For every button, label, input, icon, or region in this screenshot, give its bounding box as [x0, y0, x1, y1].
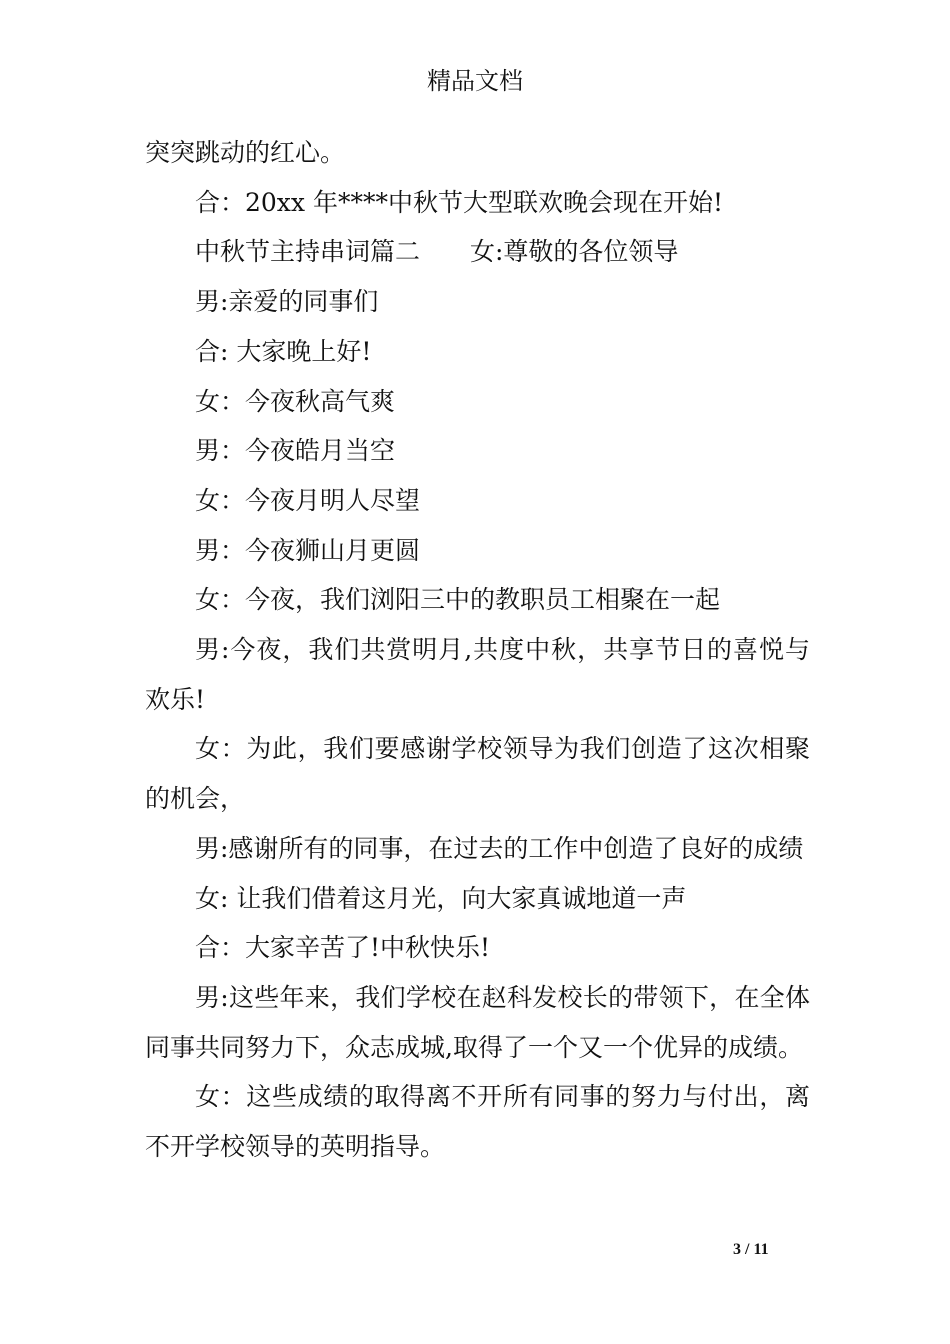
paragraph: 女：为此，我们要感谢学校领导为我们创造了这次相聚的机会， [145, 734, 810, 814]
page-number: 3 / 11 [733, 1241, 769, 1258]
paragraph: 突突跳动的红心。 [145, 138, 346, 167]
paragraph: 女：今夜，我们浏阳三中的教职员工相聚在一起 [195, 585, 721, 615]
paragraph: 女: 让我们借着这月光，向大家真诚地道一声 [195, 883, 687, 913]
paragraph: 男：今夜狮山月更圆 [195, 535, 421, 565]
paragraph: 合：20xx 年****中秋节大型联欢晚会现在开始! [195, 187, 724, 217]
paragraph: 女：今夜秋高气爽 [195, 386, 396, 416]
document-body [145, 128, 810, 1172]
paragraph: 合：大家辛苦了!中秋快乐! [195, 933, 491, 963]
paragraph: 男:感谢所有的同事，在过去的工作中创造了良好的成绩 [195, 833, 804, 863]
paragraph: 男:这些年来，我们学校在赵科发校长的带领下，在全体同事共同努力下，众志成城,取得了一个又一个优异的成绩。 [145, 982, 810, 1062]
paragraph: 中秋节主持串词篇二 女:尊敬的各位领导 [195, 237, 679, 267]
paragraph: 女：今夜月明人尽望 [195, 485, 421, 515]
paragraph: 男:亲爱的同事们 [195, 287, 379, 317]
paragraph: 女：这些成绩的取得离不开所有同事的努力与付出，离不开学校领导的英明指导。 [145, 1082, 810, 1162]
page-header-title: 精品文档 [427, 67, 523, 95]
paragraph: 男:今夜，我们共赏明月,共度中秋，共享节日的喜悦与欢乐! [145, 635, 810, 714]
paragraph: 男：今夜皓月当空 [195, 436, 396, 466]
paragraph: 合: 大家晚上好! [195, 336, 372, 366]
